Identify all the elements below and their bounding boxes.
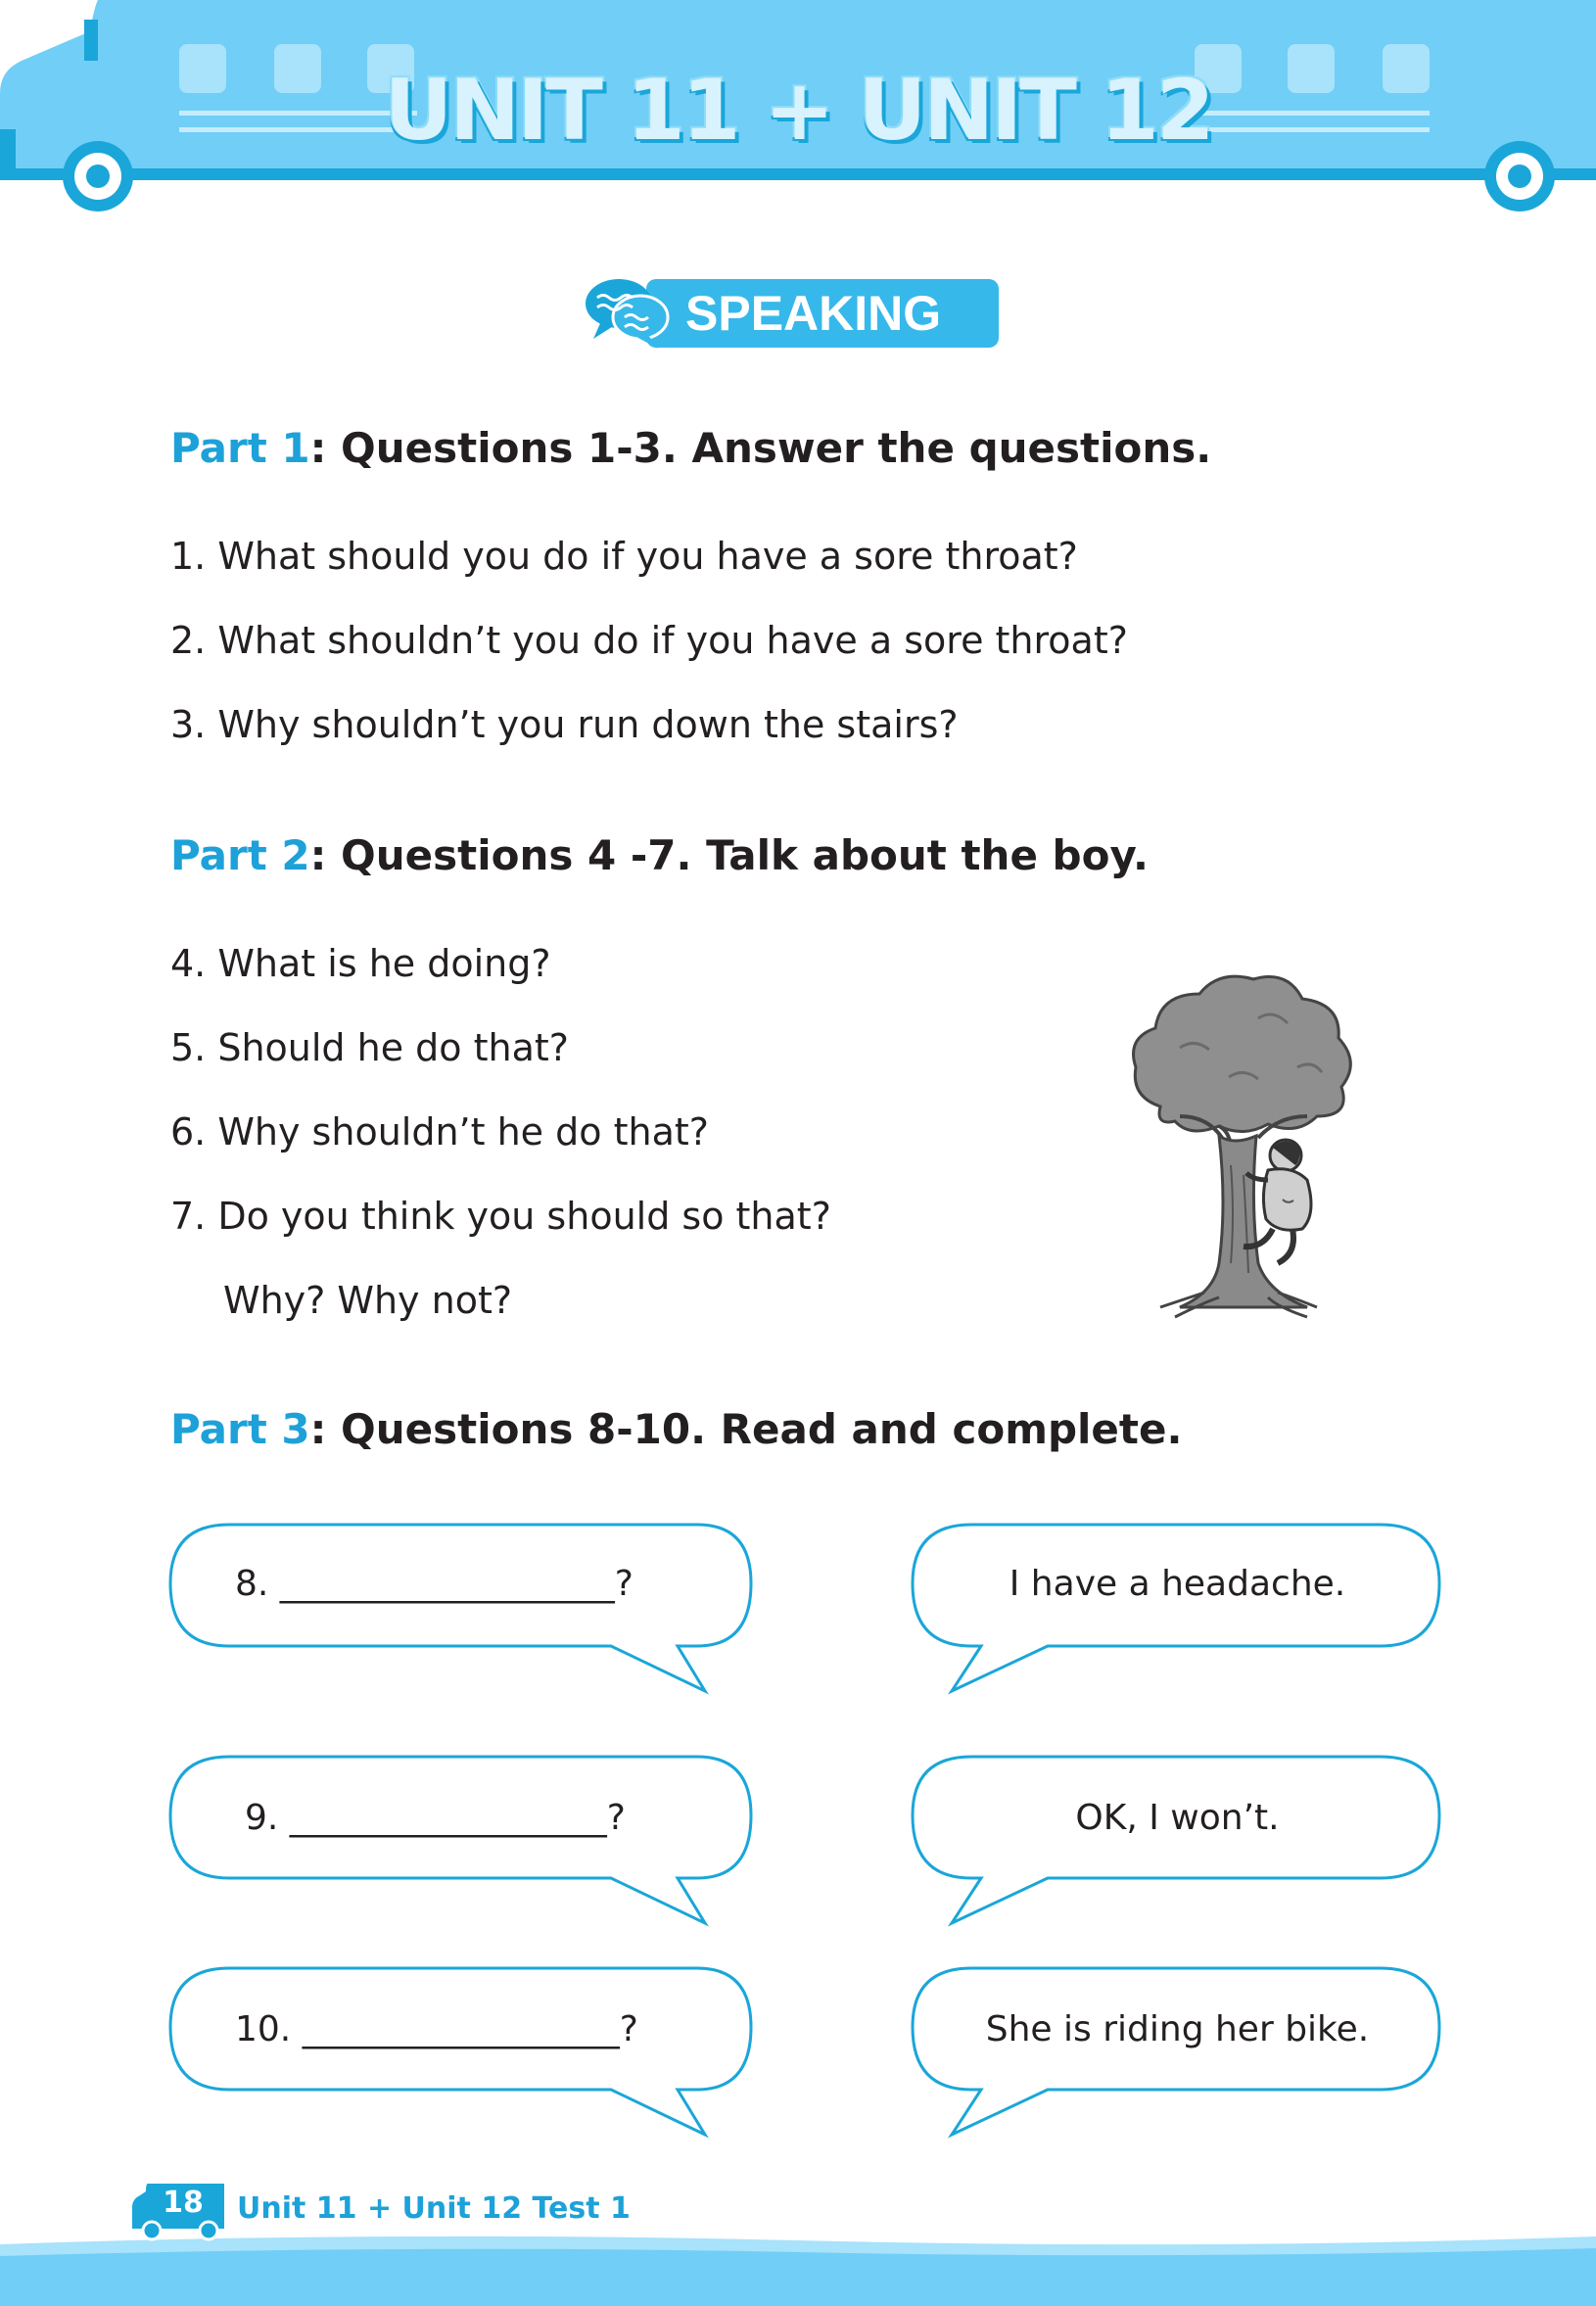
- footer-caption: Unit 11 + Unit 12 Test 1: [237, 2191, 631, 2226]
- part2-heading: [170, 828, 1149, 883]
- answer-8-text: I have a headache.: [1009, 1564, 1346, 1604]
- question-5: 5. Should he do that?: [170, 1026, 569, 1069]
- question-1: 1. What should you do if you have a sore throat?: [170, 535, 1078, 578]
- prompt-bubble-10: [168, 1966, 756, 2138]
- question-4: 4. What is he doing?: [170, 942, 551, 985]
- part2-instruction: : Questions 4 -7. Talk about the boy.: [309, 831, 1149, 879]
- page-number: 18: [163, 2186, 204, 2220]
- section-title: SPEAKING: [685, 286, 942, 341]
- question-3: 3. Why shouldn’t you run down the stairs?: [170, 703, 959, 746]
- question-7: 7. Do you think you should so that?: [170, 1195, 831, 1238]
- answer-9-text: OK, I won’t.: [1075, 1798, 1280, 1838]
- part3-label: Part 3: [170, 1405, 310, 1453]
- speech-bubbles-icon: [584, 276, 672, 350]
- part2-label: Part 2: [170, 831, 310, 879]
- prompt-bubble-8: [168, 1523, 756, 1694]
- part1-heading: [170, 421, 1211, 476]
- footer-wave: [0, 2223, 1596, 2306]
- prompt-10-text: 10. __________________?: [235, 2009, 638, 2049]
- prompt-bubble-9: [168, 1755, 756, 1926]
- answer-bubble-9: [911, 1755, 1444, 1926]
- part1-label: Part 1: [170, 424, 310, 472]
- part3-instruction: : Questions 8-10. Read and complete.: [309, 1405, 1183, 1453]
- part3-heading: [170, 1402, 1182, 1457]
- question-2: 2. What shouldn’t you do if you have a sore throat?: [170, 619, 1128, 662]
- answer-10-text: She is riding her bike.: [985, 2009, 1370, 2049]
- question-7-followup: Why? Why not?: [223, 1279, 513, 1322]
- boy-climbing-tree-icon: [1121, 969, 1366, 1324]
- unit-title: UNIT 11 + UNIT 12: [384, 62, 1212, 160]
- answer-bubble-10: [911, 1966, 1444, 2138]
- part1-instruction: : Questions 1-3. Answer the questions.: [309, 424, 1212, 472]
- prompt-8-text: 8. ___________________?: [235, 1564, 634, 1604]
- question-6: 6. Why shouldn’t he do that?: [170, 1110, 709, 1153]
- prompt-9-text: 9. __________________?: [245, 1798, 626, 1838]
- answer-bubble-8: [911, 1523, 1444, 1694]
